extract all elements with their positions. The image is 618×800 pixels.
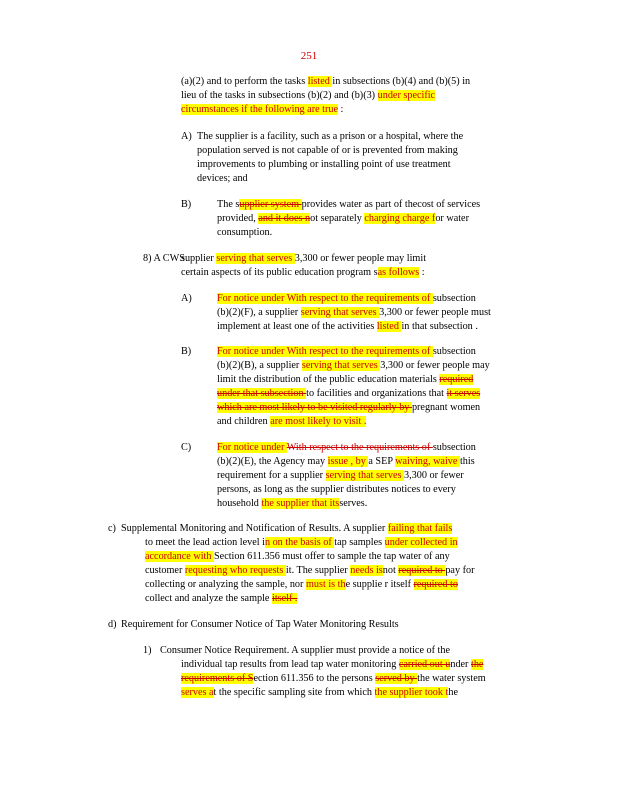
text-run: in subsections (b)(4) and (b)(5) in xyxy=(332,76,471,87)
item-label: C) xyxy=(181,442,192,453)
text-run: population served is not capable of or is prevented from making xyxy=(197,145,458,156)
inserted-text: issue , by xyxy=(327,456,369,467)
inserted-text: circumstances if the following are true xyxy=(181,104,338,115)
text-run: ot separately xyxy=(310,213,365,224)
text-line xyxy=(181,89,435,103)
inserted-text: serves a xyxy=(181,687,214,698)
text-line xyxy=(217,212,469,226)
text-run: implement at least one of the activities xyxy=(217,321,377,332)
deleted-text: the xyxy=(471,659,484,670)
text-run: subsection xyxy=(432,293,476,304)
text-line xyxy=(121,618,399,632)
text-run: supplier xyxy=(181,253,217,264)
text-run: (b)(2)(B), a supplier xyxy=(217,360,302,371)
text-run: (b)(2)(F), a supplier xyxy=(217,307,301,318)
text-run: nder xyxy=(450,659,471,670)
item-label: c) xyxy=(108,523,116,534)
deleted-text: requirements of S xyxy=(181,673,254,684)
text-line xyxy=(217,415,366,429)
text-run: limit the distribution of the public education materials xyxy=(217,374,440,385)
inserted-text: serving that serves xyxy=(325,470,405,481)
text-line xyxy=(217,320,478,334)
text-run: provides water as part of thecost of services xyxy=(301,199,481,210)
text-line xyxy=(217,292,476,306)
text-run: household xyxy=(217,498,262,509)
text-line xyxy=(217,387,480,401)
text-run: subsection xyxy=(432,346,476,357)
text-run: improvements to plumbing or installing point of use treatment xyxy=(197,159,451,170)
text-run: collect and analyze the sample xyxy=(145,593,273,604)
deleted-text: it serves xyxy=(446,388,481,399)
text-line xyxy=(145,564,474,578)
text-run: devices; and xyxy=(197,173,248,184)
text-run: it. The supplier xyxy=(285,565,351,576)
text-run: in that subsection . xyxy=(401,321,478,332)
text-line xyxy=(121,522,452,536)
inserted-text: serving that serves xyxy=(301,360,381,371)
text-line xyxy=(145,536,458,550)
text-run: not xyxy=(382,565,399,576)
text-run: The s xyxy=(217,199,240,210)
text-line xyxy=(217,401,480,415)
text-line xyxy=(181,658,483,672)
text-line xyxy=(160,644,450,658)
item-label: 1) xyxy=(143,645,152,656)
text-run: : xyxy=(419,267,425,278)
inserted-text: serving that serves xyxy=(216,253,295,264)
text-run: certain aspects of its public education program s xyxy=(181,267,378,278)
text-run: and children xyxy=(217,416,271,427)
deleted-text: and it does n xyxy=(258,213,311,224)
item-label: B) xyxy=(181,199,192,210)
text-run: customer xyxy=(145,565,185,576)
inserted-text: the supplier that its xyxy=(261,498,340,509)
text-line xyxy=(217,345,476,359)
text-run: pay for xyxy=(445,565,475,576)
text-line xyxy=(217,359,490,373)
text-run: this xyxy=(459,456,475,467)
text-run: the water system xyxy=(417,673,486,684)
text-run: The supplier is a facility, such as a prison or a hospital, where the xyxy=(197,131,464,142)
text-run: to facilities and organizations that xyxy=(306,388,447,399)
text-run: e supplie r itself xyxy=(345,579,414,590)
inserted-text: are most likely to visit . xyxy=(270,416,367,427)
inserted-text: as follows xyxy=(377,267,420,278)
text-run: persons, as long as the supplier distributes notices to every xyxy=(217,484,456,495)
inserted-text: waiving, waive xyxy=(395,456,460,467)
text-line xyxy=(181,686,458,700)
text-run: 3,300 or fewer people may xyxy=(380,360,490,371)
text-line xyxy=(197,158,451,172)
text-line xyxy=(181,672,486,686)
text-line xyxy=(217,483,456,497)
inserted-text: For notice under xyxy=(217,442,287,453)
page-number: 251 xyxy=(300,50,318,62)
text-line xyxy=(197,172,248,186)
text-run: tap samples xyxy=(334,537,385,548)
inserted-text: For notice under With respect to the requirements of xyxy=(217,346,433,357)
inserted-text: the supplier took t xyxy=(374,687,449,698)
text-run: provided, xyxy=(217,213,259,224)
inserted-text: failing that fails xyxy=(387,523,453,534)
deleted-text: required xyxy=(439,374,474,385)
item-label: B) xyxy=(181,346,192,357)
text-run: requirement for a supplier xyxy=(217,470,326,481)
inserted-text: listed xyxy=(376,321,402,332)
text-line xyxy=(197,130,463,144)
text-run: subsection xyxy=(432,442,476,453)
inserted-text: For notice under With respect to the requirements of xyxy=(217,293,433,304)
inserted-text: accordance with xyxy=(145,551,215,562)
deleted-text: required to xyxy=(398,565,446,576)
text-line xyxy=(181,75,470,89)
text-run: a SEP xyxy=(368,456,396,467)
inserted-text: under specific xyxy=(377,90,436,101)
text-run: (b)(2)(E), the Agency may xyxy=(217,456,328,467)
inserted-text: charging charge f xyxy=(364,213,436,224)
deleted-text: under that subsection xyxy=(217,388,307,399)
text-run: lieu of the tasks in subsections (b)(2) and (b)(3) xyxy=(181,90,378,101)
text-run: 3,300 or fewer people may limit xyxy=(294,253,427,264)
inserted-text: under collected in xyxy=(384,537,458,548)
text-line xyxy=(145,592,297,606)
text-line xyxy=(145,578,458,592)
text-line xyxy=(181,252,426,266)
deleted-text: which are most likely to be visited regularly by xyxy=(217,402,412,413)
inserted-text: n on the basis of xyxy=(264,537,335,548)
text-run: or water xyxy=(435,213,469,224)
item-label: d) xyxy=(108,619,117,630)
deleted-text: itself . xyxy=(272,593,298,604)
text-run: serves. xyxy=(339,498,368,509)
text-line xyxy=(217,226,272,240)
text-run: 3,300 or fewer people must xyxy=(379,307,491,318)
item-label: 8) A CWS xyxy=(143,253,185,264)
text-run: consumption. xyxy=(217,227,273,238)
item-label: A) xyxy=(181,293,192,304)
text-run: Consumer Notice Requirement. A supplier must provide a notice of the xyxy=(160,645,450,656)
text-run: pregnant women xyxy=(411,402,481,413)
deleted-text: required to xyxy=(413,579,458,590)
text-line xyxy=(217,455,475,469)
text-run: Supplemental Monitoring and Notification of Results. A supplier xyxy=(121,523,388,534)
item-label: A) xyxy=(181,131,192,142)
text-run: ection 611.356 to the persons xyxy=(253,673,376,684)
text-run: Requirement for Consumer Notice of Tap Water Monitoring Results xyxy=(121,619,399,630)
text-line xyxy=(197,144,458,158)
text-line xyxy=(145,550,450,564)
text-run: individual tap results from lead tap water monitoring xyxy=(181,659,399,670)
text-line xyxy=(217,373,473,387)
inserted-text: requesting who requests xyxy=(184,565,286,576)
deleted-text: carried out u xyxy=(398,659,451,670)
text-run: 3,300 or fewer xyxy=(404,470,464,481)
deleted-text: With respect to the requirements of xyxy=(286,442,433,453)
text-line xyxy=(217,469,464,483)
inserted-text: serving that serves xyxy=(300,307,380,318)
text-run: he xyxy=(448,687,458,698)
text-line xyxy=(217,306,491,320)
inserted-text: must is th xyxy=(305,579,346,590)
inserted-text: listed xyxy=(307,76,333,87)
deleted-text: served by xyxy=(375,673,418,684)
text-run: (a)(2) and to perform the tasks xyxy=(181,76,308,87)
text-line xyxy=(181,266,425,280)
text-run: : xyxy=(338,104,344,115)
text-line xyxy=(217,497,367,511)
text-run: t the specific sampling site from which xyxy=(213,687,375,698)
deleted-text: upplier system xyxy=(239,199,302,210)
text-run: collecting or analyzing the sample, nor xyxy=(145,579,306,590)
text-line xyxy=(217,441,476,455)
text-run: Section 611.356 must offer to sample the tap water of any xyxy=(214,551,450,562)
inserted-text: needs is xyxy=(350,565,383,576)
text-line xyxy=(217,198,480,212)
text-run: to meet the lead action level i xyxy=(145,537,265,548)
text-line xyxy=(181,103,343,117)
